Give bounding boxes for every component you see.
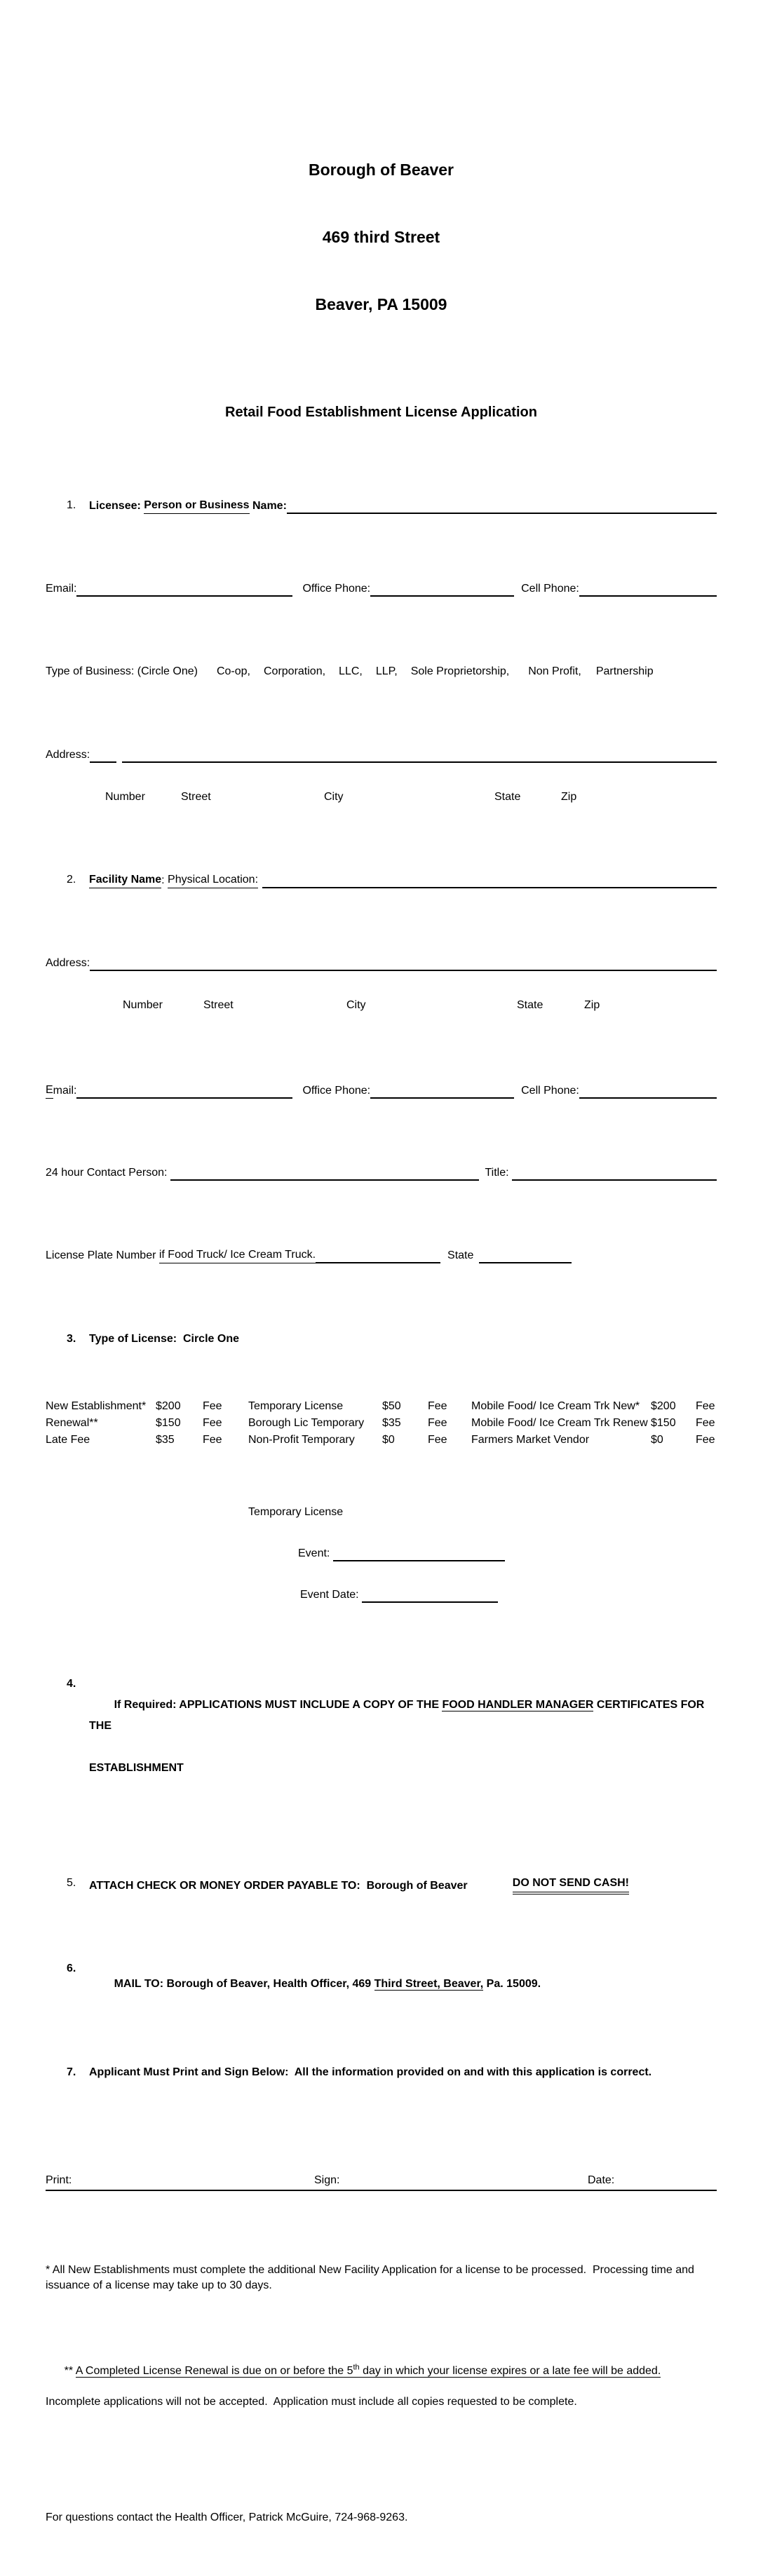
cell-phone-blank bbox=[579, 1096, 717, 1099]
org-street: 469 third Street bbox=[322, 228, 440, 246]
food-handler-manager-underlined: FOOD HANDLER MANAGER bbox=[442, 1699, 594, 1711]
licensee-contact-line bbox=[46, 581, 717, 597]
address-blank-gap bbox=[116, 760, 122, 763]
fee-cell: $0 bbox=[382, 1434, 395, 1446]
licensee-name-blank bbox=[287, 511, 717, 514]
renewal-post: day in which your license expires or a late fee will be added. bbox=[359, 2365, 661, 2377]
renewal-sup: th bbox=[353, 2363, 360, 2372]
business-option-coop: Co-op, bbox=[216, 665, 250, 677]
business-option-partnership: Partnership bbox=[595, 665, 654, 677]
mail-to-pre: MAIL TO: Borough of Beaver, Health Officer, 469 bbox=[114, 1978, 374, 1990]
address-blank bbox=[90, 968, 717, 971]
col-zip: Zip bbox=[561, 791, 577, 803]
item-2-facility bbox=[46, 872, 717, 888]
address-column-headers bbox=[46, 789, 717, 805]
person-or-business-label: Person or Business bbox=[144, 498, 249, 514]
fee-cell: Borough Lic Temporary bbox=[248, 1417, 365, 1429]
business-option-llp: LLP, bbox=[375, 665, 398, 677]
facility-line bbox=[89, 872, 717, 888]
business-option-llc: LLC, bbox=[339, 665, 363, 677]
col-state: State bbox=[494, 791, 521, 803]
plate-number-blank bbox=[316, 1261, 440, 1263]
org-city-state-zip: Beaver, PA 15009 bbox=[315, 295, 447, 313]
event-blank bbox=[333, 1559, 505, 1561]
col-number: Number bbox=[105, 791, 145, 803]
footnote-renewal bbox=[46, 2348, 717, 2441]
footnote-renewal-line2: Incomplete applications will not be accepted. Application must include all copies requested to be complete. bbox=[46, 2396, 577, 2408]
contact-person-label: 24 hour Contact Person: bbox=[46, 1167, 170, 1179]
col-city: City bbox=[346, 999, 366, 1011]
contact-person-blank bbox=[170, 1178, 480, 1181]
address-label: Address: bbox=[46, 749, 90, 761]
business-option-corporation: Corporation, bbox=[264, 665, 326, 677]
type-of-business-label: Type of Business: (Circle One) bbox=[46, 665, 198, 677]
plate-state-blank bbox=[479, 1261, 572, 1263]
licensee-address-line bbox=[46, 747, 717, 763]
form-title: Retail Food Establishment License Application bbox=[225, 405, 537, 420]
mail-to-line bbox=[89, 1961, 717, 2007]
address-label: Address: bbox=[46, 957, 90, 969]
fee-cell: $0 bbox=[651, 1434, 663, 1446]
licensee-label: Licensee: bbox=[89, 500, 144, 512]
food-truck-qualifier: if Food Truck/ Ice Cream Truck. bbox=[159, 1247, 316, 1263]
address-blank bbox=[122, 760, 717, 763]
renewal-underlined bbox=[76, 2365, 661, 2378]
fee-cell: Fee bbox=[203, 1400, 222, 1412]
event-date-line bbox=[300, 1587, 498, 1603]
item-6-mail-to bbox=[46, 1961, 717, 2007]
fee-cell: Farmers Market Vendor bbox=[471, 1434, 590, 1446]
cell-phone-blank bbox=[579, 594, 717, 597]
item-number: 6. bbox=[67, 1962, 76, 1974]
col-city: City bbox=[324, 791, 344, 803]
fee-cell: $150 bbox=[651, 1417, 676, 1429]
fee-cell: Fee bbox=[696, 1400, 715, 1412]
item-3-license-type bbox=[46, 1331, 717, 1347]
fee-cell: Fee bbox=[428, 1417, 447, 1429]
mail-to-post: Pa. 15009. bbox=[483, 1978, 541, 1990]
col-number: Number bbox=[123, 999, 163, 1011]
fee-cell: $200 bbox=[156, 1400, 181, 1412]
footnote-marker: ** bbox=[64, 2365, 76, 2377]
title-blank bbox=[512, 1178, 717, 1181]
certificates-text bbox=[89, 1674, 717, 1821]
certificates-pre: If Required: APPLICATIONS MUST INCLUDE A COPY OF THE bbox=[114, 1699, 443, 1711]
email-blank bbox=[76, 594, 292, 597]
org-name: Borough of Beaver bbox=[308, 161, 454, 179]
org-header bbox=[46, 114, 717, 360]
fee-cell: Fee bbox=[428, 1434, 447, 1446]
business-option-non-profit: Non Profit, bbox=[528, 665, 581, 677]
cell-phone-label: Cell Phone: bbox=[521, 1085, 579, 1097]
fee-cell: Fee bbox=[428, 1400, 447, 1412]
item-7-sign-below bbox=[46, 2065, 717, 2080]
spacer bbox=[572, 1261, 717, 1263]
payment-line bbox=[89, 1875, 717, 1894]
item-number: 2. bbox=[67, 874, 76, 886]
fee-cell: $35 bbox=[156, 1434, 175, 1446]
license-plate-label: License Plate Number bbox=[46, 1249, 159, 1261]
item-5-payment bbox=[46, 1875, 717, 1894]
fee-cell: $200 bbox=[651, 1400, 676, 1412]
col-street: Street bbox=[203, 999, 234, 1011]
event-date-label: Event Date: bbox=[300, 1589, 363, 1601]
item-4-certificates bbox=[46, 1674, 717, 1821]
do-not-send-cash-warning: DO NOT SEND CASH! bbox=[513, 1875, 629, 1894]
col-state: State bbox=[517, 999, 543, 1011]
item-number: 4. bbox=[67, 1678, 76, 1690]
name-label: Name: bbox=[249, 500, 287, 512]
renewal-pre: A Completed License Renewal is due on or before the 5 bbox=[75, 2365, 353, 2377]
fee-cell: Fee bbox=[203, 1417, 222, 1429]
item-number: 1. bbox=[67, 499, 76, 511]
temporary-license-heading: Temporary License bbox=[248, 1506, 344, 1518]
email-label: Email: bbox=[46, 583, 77, 595]
facility-address-line bbox=[46, 956, 717, 971]
fee-cell: Mobile Food/ Ice Cream Trk New* bbox=[471, 1400, 640, 1412]
fee-cell: Temporary License bbox=[248, 1400, 344, 1412]
licensee-line bbox=[89, 498, 717, 514]
address-blank-short bbox=[90, 760, 116, 763]
email-blank bbox=[76, 1096, 292, 1099]
fee-cell: $35 bbox=[382, 1417, 401, 1429]
fee-cell: $150 bbox=[156, 1417, 181, 1429]
mail-to-underlined: Third Street, Beaver, bbox=[374, 1978, 484, 1990]
title-label: Title: bbox=[485, 1167, 512, 1179]
event-line bbox=[298, 1546, 505, 1561]
business-option-sole-proprietorship: Sole Proprietorship, bbox=[410, 665, 510, 677]
facility-name-blank bbox=[262, 886, 717, 888]
signature-line bbox=[46, 2174, 717, 2191]
certificates-line2: ESTABLISHMENT bbox=[89, 1762, 184, 1774]
fee-cell: Fee bbox=[203, 1434, 222, 1446]
fee-cell: Fee bbox=[696, 1417, 715, 1429]
cell-phone-label: Cell Phone: bbox=[521, 583, 579, 595]
footnote-new-establishments: * All New Establishments must complete the additional New Facility Application for a license to be processed. Processing time and issuance of a license may take up to 30 days. bbox=[46, 2264, 698, 2291]
fee-cell: Non-Profit Temporary bbox=[248, 1434, 355, 1446]
license-type-heading: Type of License: Circle One bbox=[89, 1333, 239, 1345]
item-number: 3. bbox=[67, 1333, 76, 1345]
state-label: State bbox=[447, 1249, 474, 1261]
fee-cell: Mobile Food/ Ice Cream Trk Renew bbox=[471, 1417, 648, 1429]
page-content bbox=[0, 25, 763, 2563]
facility-name-label: Facility Name bbox=[89, 872, 161, 888]
col-zip: Zip bbox=[584, 999, 600, 1011]
fee-table bbox=[46, 1398, 717, 1449]
facility-contact-line bbox=[46, 1083, 717, 1099]
certificates-post: CERTIFICATES FOR THE bbox=[89, 1699, 708, 1732]
item-number: 5. bbox=[67, 1877, 76, 1889]
email-initial: E bbox=[46, 1083, 53, 1099]
fee-cell: New Establishment* bbox=[46, 1400, 147, 1412]
license-plate-line bbox=[46, 1247, 717, 1263]
item-number: 7. bbox=[67, 2066, 76, 2078]
fee-cell: Renewal** bbox=[46, 1417, 98, 1429]
fee-cell: $50 bbox=[382, 1400, 401, 1412]
office-phone-label: Office Phone: bbox=[302, 1085, 371, 1097]
sign-below-text: Applicant Must Print and Sign Below: All the information provided on and with this application is correct. bbox=[89, 2066, 652, 2078]
date-label: Date: bbox=[588, 2174, 615, 2186]
facility-sep: : bbox=[161, 874, 168, 886]
sign-label: Sign: bbox=[314, 2174, 340, 2186]
office-phone-label: Office Phone: bbox=[302, 583, 371, 595]
type-of-business-line bbox=[46, 664, 717, 679]
address-column-headers bbox=[46, 998, 717, 1013]
contact-person-line bbox=[46, 1165, 717, 1181]
item-1-licensee bbox=[46, 498, 717, 514]
col-street: Street bbox=[181, 791, 211, 803]
event-date-blank bbox=[362, 1600, 498, 1603]
fee-cell: Fee bbox=[696, 1434, 715, 1446]
print-label: Print: bbox=[46, 2174, 72, 2186]
office-phone-blank bbox=[370, 1096, 514, 1099]
email-label: mail: bbox=[53, 1085, 77, 1097]
office-phone-blank bbox=[370, 594, 514, 597]
event-label: Event: bbox=[298, 1547, 333, 1559]
health-officer-contact: For questions contact the Health Officer, Patrick McGuire, 724-968-9263. bbox=[46, 2511, 408, 2523]
payment-text: ATTACH CHECK OR MONEY ORDER PAYABLE TO: Borough of Beaver bbox=[89, 1880, 468, 1892]
fee-cell: Late Fee bbox=[46, 1434, 90, 1446]
physical-location-label: Physical Location: bbox=[168, 872, 258, 888]
